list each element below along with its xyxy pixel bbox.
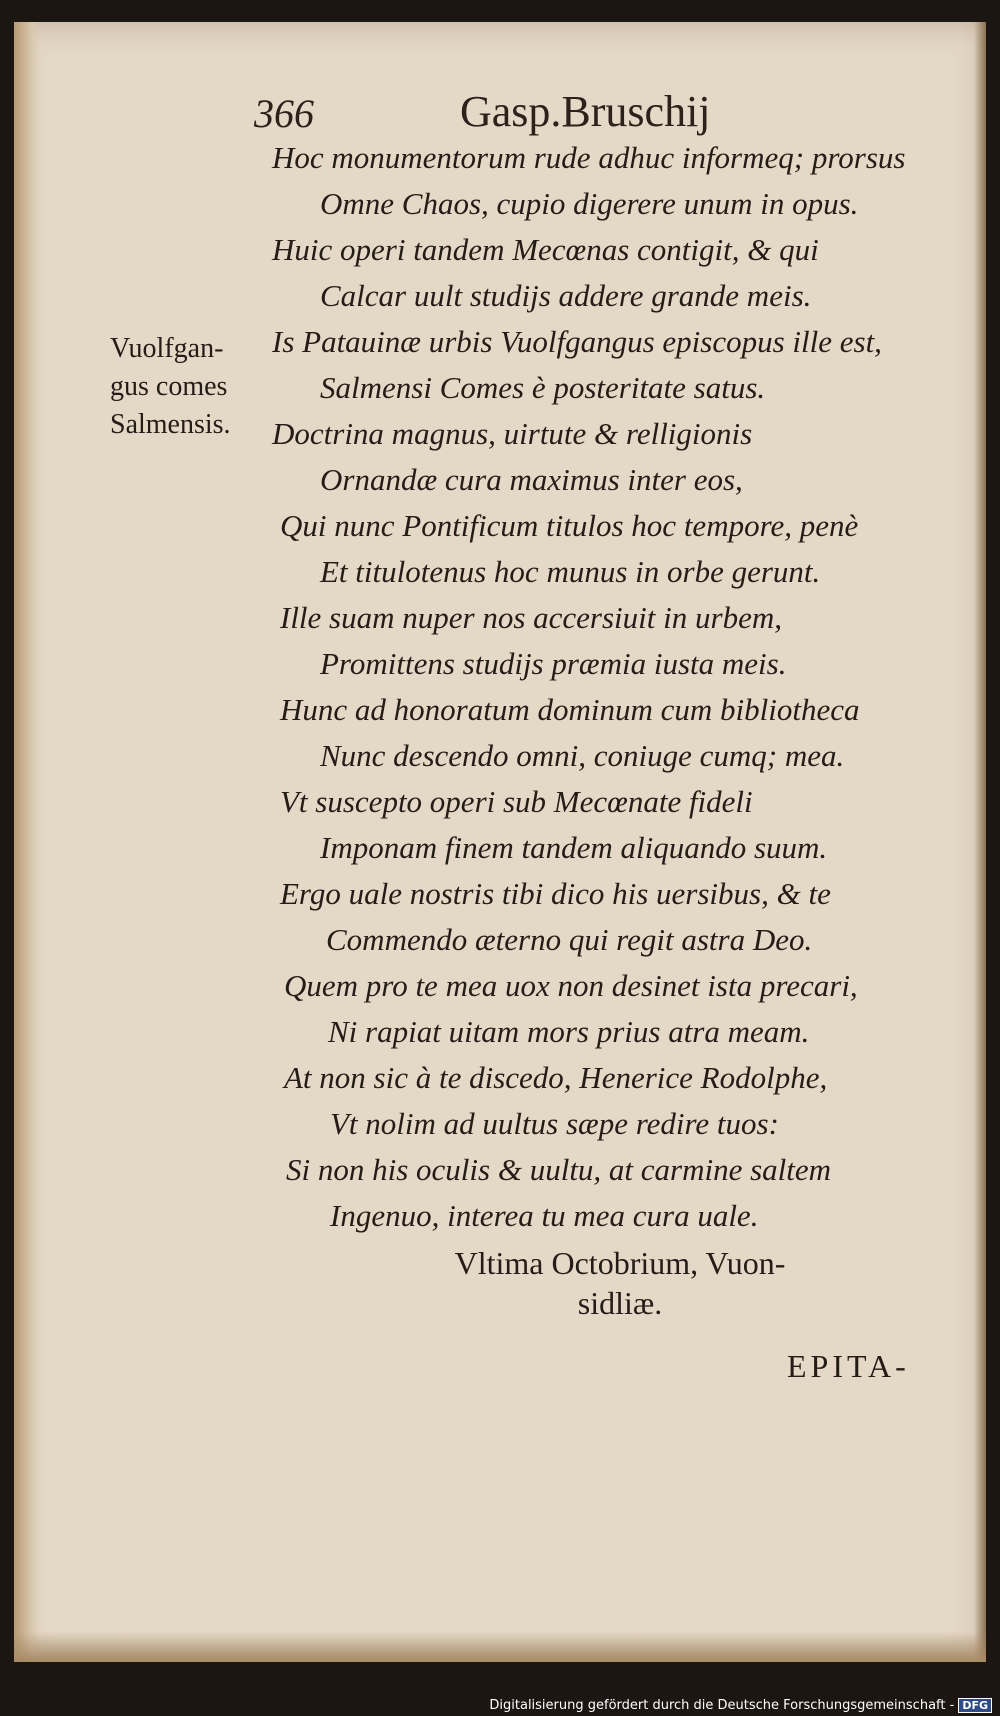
verse-line: Promittens studijs præmia iusta meis. [320, 646, 787, 681]
verse-line: Doctrina magnus, uirtute & relligionis [272, 416, 753, 451]
verse-line: Calcar uult studijs addere grande meis. [320, 278, 812, 313]
verse-line: Ornandæ cura maximus inter eos, [320, 462, 743, 497]
margin-note-line: Vuolfgan- [110, 333, 224, 364]
page-gutter [14, 22, 40, 1662]
page-number: 366 [254, 91, 314, 136]
margin-note-line: gus comes [110, 371, 228, 402]
verse-line: Si non his oculis & uultu, at carmine saltem [286, 1152, 832, 1187]
verse-line: Et titulotenus hoc munus in orbe gerunt. [320, 554, 821, 589]
verse-line: Quem pro te mea uox non desinet ista precari, [284, 968, 858, 1003]
running-head: Gasp.Bruschij [460, 87, 711, 136]
page-bottom-edge [14, 1632, 986, 1662]
verse-line: Ingenuo, interea tu mea cura uale. [330, 1198, 759, 1233]
subscription-line: sidliæ. [577, 1285, 663, 1321]
verse-line: Commendo æterno qui regit astra Deo. [326, 922, 813, 957]
verse-line: Is Patauinæ urbis Vuolfgangus episcopus ille est, [272, 324, 882, 359]
verse-line: Hoc monumentorum rude adhuc informeq; prorsus [272, 140, 906, 175]
verse-line: Imponam finem tandem aliquando suum. [320, 830, 828, 865]
catchword: EPITA- [787, 1348, 910, 1384]
margin-note [110, 330, 231, 444]
verse-line: At non sic à te discedo, Henerice Rodolphe, [284, 1060, 828, 1095]
verse-line: Salmensi Comes è posteritate satus. [320, 370, 766, 405]
subscription-line: Vltima Octobrium, Vuon- [454, 1245, 786, 1281]
dfg-logo: DFG [958, 1698, 992, 1713]
verse-line: Ille suam nuper nos accersiuit in urbem, [280, 600, 782, 635]
verse-line: Ni rapiat uitam mors prius atra meam. [328, 1014, 810, 1049]
footer-text: Digitalisierung gefördert durch die Deutsche Forschungsgemeinschaft - [489, 1698, 955, 1713]
margin-note-line: Salmensis. [110, 409, 231, 440]
verse-line: Omne Chaos, cupio digerere unum in opus. [320, 186, 859, 221]
verse-line: Hunc ad honoratum dominum cum bibliotheca [280, 692, 860, 727]
verse-line: Vt suscepto operi sub Mecœnate fideli [280, 784, 753, 819]
page-edge [974, 22, 986, 1662]
verse-line: Ergo uale nostris tibi dico his uersibus, & te [280, 876, 831, 911]
verse-line: Qui nunc Pontificum titulos hoc tempore, penè [280, 508, 859, 543]
verse-line: Nunc descendo omni, coniuge cumq; mea. [320, 738, 845, 773]
verse-line: Vt nolim ad uultus sæpe redire tuos: [330, 1106, 779, 1141]
verse-line: Huic operi tandem Mecœnas contigit, & qui [272, 232, 819, 267]
digitization-footer [489, 1698, 992, 1713]
